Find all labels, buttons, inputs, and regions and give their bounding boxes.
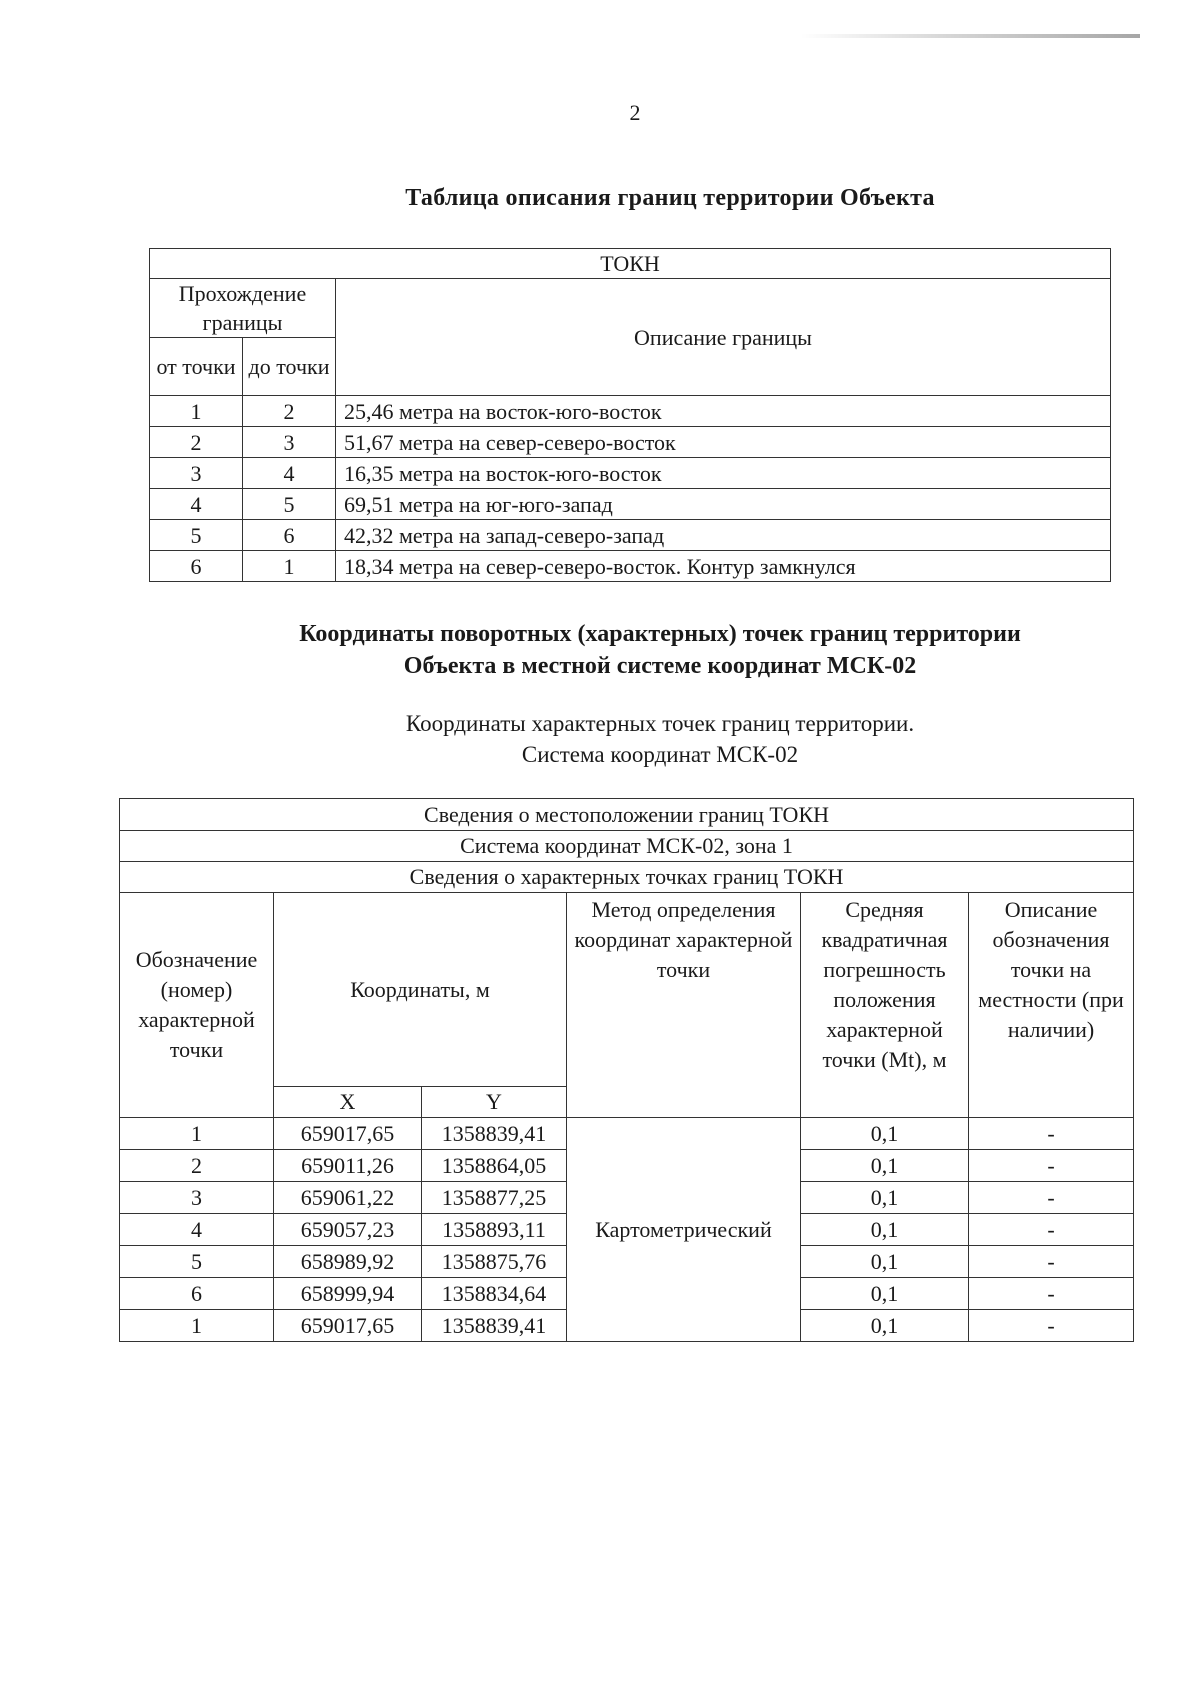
table-row	[150, 396, 1111, 427]
coordinates-title-line1: Координаты поворотных (характерных) точек границ территории	[299, 621, 1021, 647]
y-cell: 1358839,41	[422, 1310, 567, 1342]
x-cell: 659011,26	[274, 1150, 422, 1182]
scan-artifact	[800, 34, 1140, 38]
y-cell: 1358864,05	[422, 1150, 567, 1182]
method-header: Метод определения координат характерной точки	[567, 893, 801, 1118]
y-header: Y	[422, 1087, 567, 1118]
x-cell: 658999,94	[274, 1278, 422, 1310]
passage-header: Прохождение границы	[150, 279, 336, 338]
boundary-table-title: Таблица описания границ территории Объекта	[405, 185, 935, 211]
table-row	[150, 520, 1111, 551]
page-number: 2	[629, 100, 641, 125]
desc-cell: -	[969, 1118, 1134, 1150]
error-header: Средняя квадратичная погрешность положения характерной точки (Mt), м	[801, 893, 969, 1118]
points-header: Сведения о характерных точках границ ТОКН	[120, 862, 1134, 893]
to-point-cell: 5	[243, 489, 336, 520]
description-cell: 18,34 метра на север-северо-восток. Контур замкнулся	[336, 551, 1111, 582]
description-cell: 69,51 метра на юг-юго-запад	[336, 489, 1111, 520]
table-row	[150, 427, 1111, 458]
table-row	[120, 1118, 1134, 1150]
coordinate-system-header: Система координат МСК-02, зона 1	[120, 831, 1134, 862]
description-cell: 16,35 метра на восток-юго-восток	[336, 458, 1111, 489]
x-cell: 658989,92	[274, 1246, 422, 1278]
table-row	[150, 458, 1111, 489]
description-cell: 25,46 метра на восток-юго-восток	[336, 396, 1111, 427]
from-point-cell: 2	[150, 427, 243, 458]
to-point-header: до точки	[243, 338, 336, 396]
description-cell: 42,32 метра на запад-северо-запад	[336, 520, 1111, 551]
mt-cell: 0,1	[801, 1182, 969, 1214]
description-header: Описание границы	[336, 279, 1111, 396]
mt-cell: 0,1	[801, 1214, 969, 1246]
y-cell: 1358839,41	[422, 1118, 567, 1150]
y-cell: 1358893,11	[422, 1214, 567, 1246]
desc-cell: -	[969, 1150, 1134, 1182]
to-point-cell: 2	[243, 396, 336, 427]
coordinates-table	[119, 798, 1134, 1342]
to-point-cell: 6	[243, 520, 336, 551]
subtitle-line1: Координаты характерных точек границ территории.	[405, 711, 915, 736]
point-cell: 5	[120, 1246, 274, 1278]
point-cell: 4	[120, 1214, 274, 1246]
x-cell: 659057,23	[274, 1214, 422, 1246]
toks-header: ТОКН	[150, 249, 1111, 279]
desc-cell: -	[969, 1278, 1134, 1310]
y-cell: 1358877,25	[422, 1182, 567, 1214]
y-cell: 1358834,64	[422, 1278, 567, 1310]
point-cell: 1	[120, 1310, 274, 1342]
point-cell: 2	[120, 1150, 274, 1182]
from-point-cell: 1	[150, 396, 243, 427]
mt-cell: 0,1	[801, 1310, 969, 1342]
desc-cell: -	[969, 1246, 1134, 1278]
to-point-cell: 1	[243, 551, 336, 582]
y-cell: 1358875,76	[422, 1246, 567, 1278]
to-point-cell: 3	[243, 427, 336, 458]
table-row	[150, 551, 1111, 582]
x-cell: 659061,22	[274, 1182, 422, 1214]
x-cell: 659017,65	[274, 1118, 422, 1150]
location-header: Сведения о местоположении границ ТОКН	[120, 799, 1134, 831]
coordinates-subtitle	[0, 708, 1200, 770]
from-point-cell: 5	[150, 520, 243, 551]
coordinates-header: Координаты, м	[274, 893, 567, 1087]
x-cell: 659017,65	[274, 1310, 422, 1342]
point-cell: 1	[120, 1118, 274, 1150]
desc-cell: -	[969, 1182, 1134, 1214]
method-cell: Картометрический	[567, 1118, 801, 1342]
point-cell: 3	[120, 1182, 274, 1214]
from-point-cell: 4	[150, 489, 243, 520]
boundary-description-table	[149, 248, 1111, 582]
from-point-header: от точки	[150, 338, 243, 396]
coordinates-title-line2: Объекта в местной системе координат МСК-02	[403, 653, 917, 679]
subtitle-line2: Система координат МСК-02	[521, 742, 799, 767]
point-cell: 6	[120, 1278, 274, 1310]
from-point-cell: 3	[150, 458, 243, 489]
mt-cell: 0,1	[801, 1278, 969, 1310]
x-header: X	[274, 1087, 422, 1118]
coordinates-section-title	[0, 618, 1200, 682]
mt-cell: 0,1	[801, 1150, 969, 1182]
to-point-cell: 4	[243, 458, 336, 489]
desc-cell: -	[969, 1214, 1134, 1246]
mt-cell: 0,1	[801, 1118, 969, 1150]
from-point-cell: 6	[150, 551, 243, 582]
table-row	[150, 489, 1111, 520]
point-description-header: Описание обозначения точки на местности (при наличии)	[969, 893, 1134, 1118]
desc-cell: -	[969, 1310, 1134, 1342]
description-cell: 51,67 метра на север-северо-восток	[336, 427, 1111, 458]
designation-header: Обозначение (номер) характерной точки	[120, 893, 274, 1118]
mt-cell: 0,1	[801, 1246, 969, 1278]
